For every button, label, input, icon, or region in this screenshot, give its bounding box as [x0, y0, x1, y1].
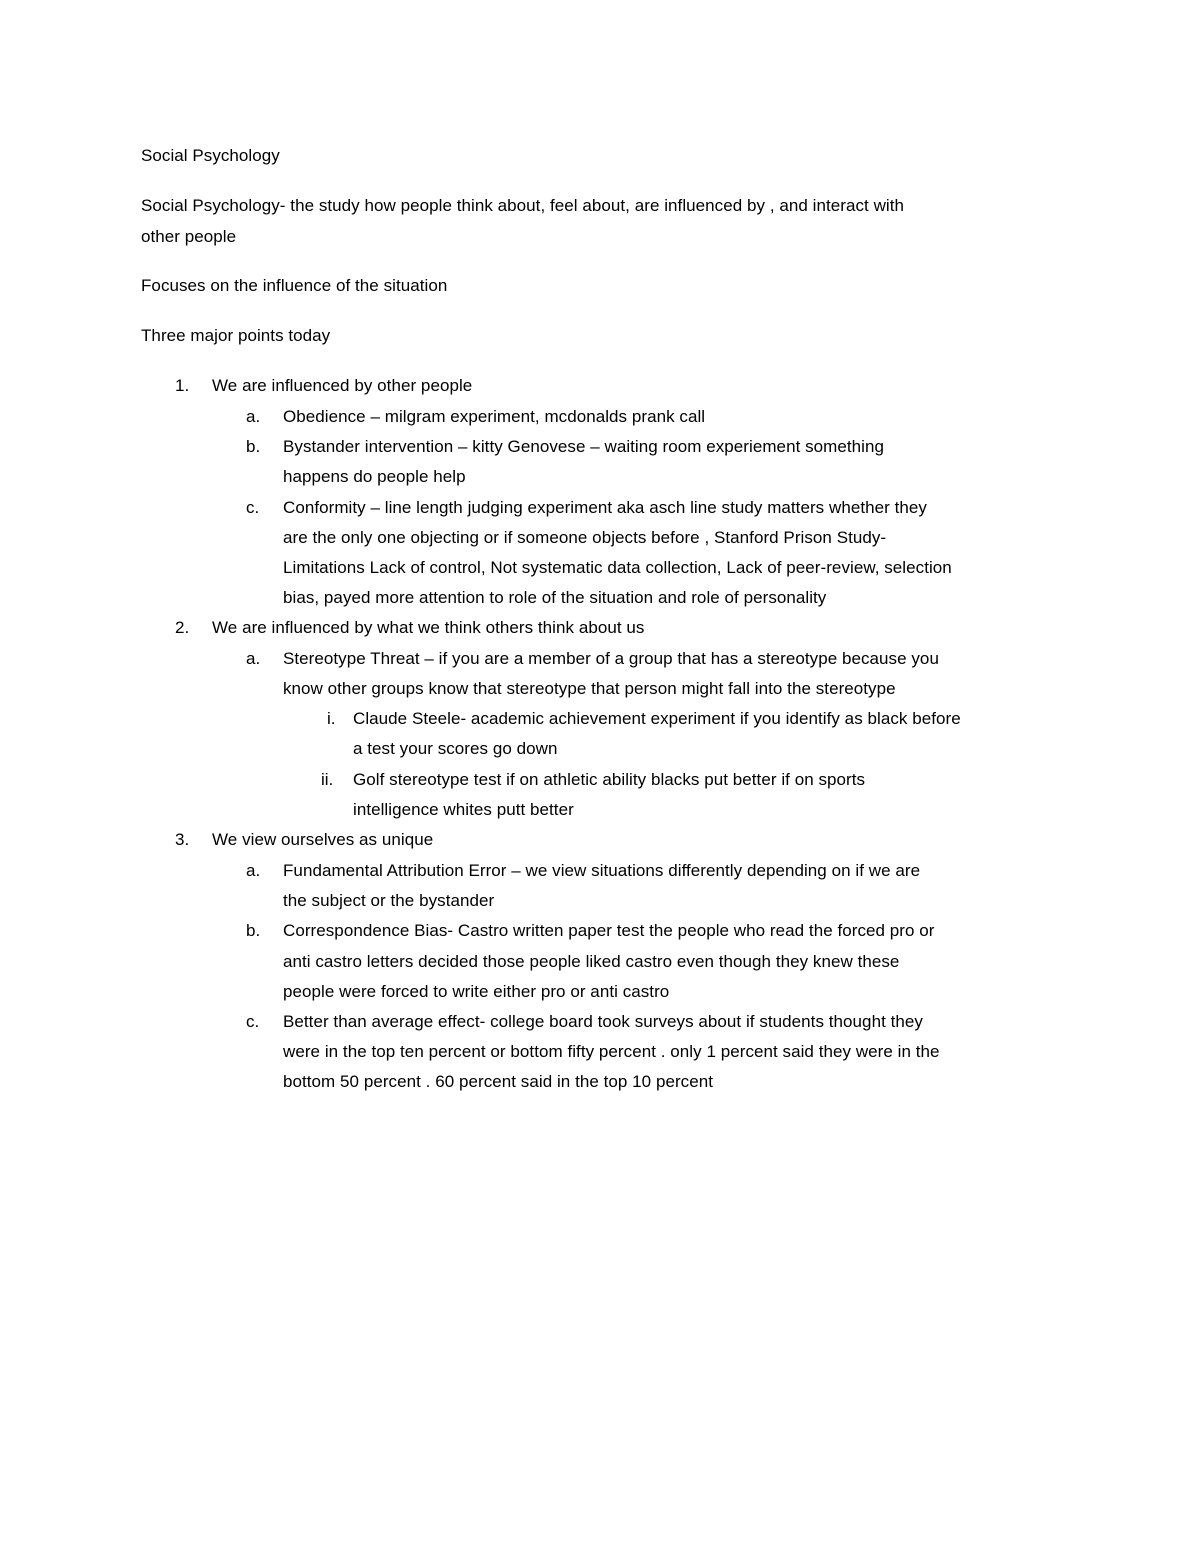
- sub-list-text: are the only one objecting or if someone objects before , Stanford Prison Study-: [283, 528, 887, 547]
- sub-list-letter: a.: [246, 861, 261, 880]
- sub-list-letter: a.: [246, 649, 261, 668]
- sub-list-text: happens do people help: [283, 467, 466, 486]
- sub-list-text: Stereotype Threat – if you are a member of a group that has a stereotype because you: [283, 649, 939, 668]
- sub-list-text: Limitations Lack of control, Not systematic data collection, Lack of peer-review, selection: [283, 558, 952, 577]
- sub-sub-list-numeral: i.: [327, 709, 336, 728]
- list-number: 2.: [175, 618, 190, 637]
- list-item-text: We are influenced by what we think others think about us: [212, 618, 645, 637]
- list-item-text: We view ourselves as unique: [212, 830, 434, 849]
- sub-list-text: were in the top ten percent or bottom fifty percent . only 1 percent said they were in the: [283, 1042, 940, 1061]
- sub-list-text: Fundamental Attribution Error – we view situations differently depending on if we are: [283, 861, 921, 880]
- sub-list-text: the subject or the bystander: [283, 891, 495, 910]
- sub-list-text: Conformity – line length judging experiment aka asch line study matters whether they: [283, 498, 927, 517]
- sub-list-text: bias, payed more attention to role of the situation and role of personality: [283, 588, 827, 607]
- sub-sub-list-numeral: ii.: [321, 770, 334, 789]
- sub-list-text: Bystander intervention – kitty Genovese – waiting room experiement something: [283, 437, 884, 456]
- sub-list-text: Better than average effect- college board took surveys about if students thought they: [283, 1012, 923, 1031]
- sub-list-text: Correspondence Bias- Castro written paper test the people who read the forced pro or: [283, 921, 935, 940]
- sub-list-letter: a.: [246, 407, 261, 426]
- sub-list-letter: b.: [246, 921, 261, 940]
- sub-list-text: know other groups know that stereotype that person might fall into the stereotype: [283, 679, 896, 698]
- intro-paragraph: Three major points today: [141, 326, 331, 345]
- list-number: 3.: [175, 830, 190, 849]
- sub-list-letter: b.: [246, 437, 261, 456]
- sub-list-letter: c.: [246, 498, 260, 517]
- sub-sub-list-text: Claude Steele- academic achievement experiment if you identify as black before: [353, 709, 961, 728]
- sub-sub-list-text: intelligence whites putt better: [353, 800, 574, 819]
- list-item-text: We are influenced by other people: [212, 376, 473, 395]
- sub-list-text: anti castro letters decided those people liked castro even though they knew these: [283, 952, 900, 971]
- sub-list-letter: c.: [246, 1012, 260, 1031]
- sub-sub-list-text: Golf stereotype test if on athletic ability blacks put better if on sports: [353, 770, 866, 789]
- sub-list-text: people were forced to write either pro or anti castro: [283, 982, 670, 1001]
- sub-sub-list-text: a test your scores go down: [353, 739, 558, 758]
- sub-list-text: bottom 50 percent . 60 percent said in the top 10 percent: [283, 1072, 714, 1091]
- list-number: 1.: [175, 376, 190, 395]
- document-title: Social Psychology: [141, 146, 280, 165]
- definition-line: Social Psychology- the study how people think about, feel about, are influenced by , and interact with: [141, 196, 905, 215]
- sub-list-text: Obedience – milgram experiment, mcdonalds prank call: [283, 407, 706, 426]
- definition-line: other people: [141, 227, 237, 246]
- focus-paragraph: Focuses on the influence of the situation: [141, 276, 448, 295]
